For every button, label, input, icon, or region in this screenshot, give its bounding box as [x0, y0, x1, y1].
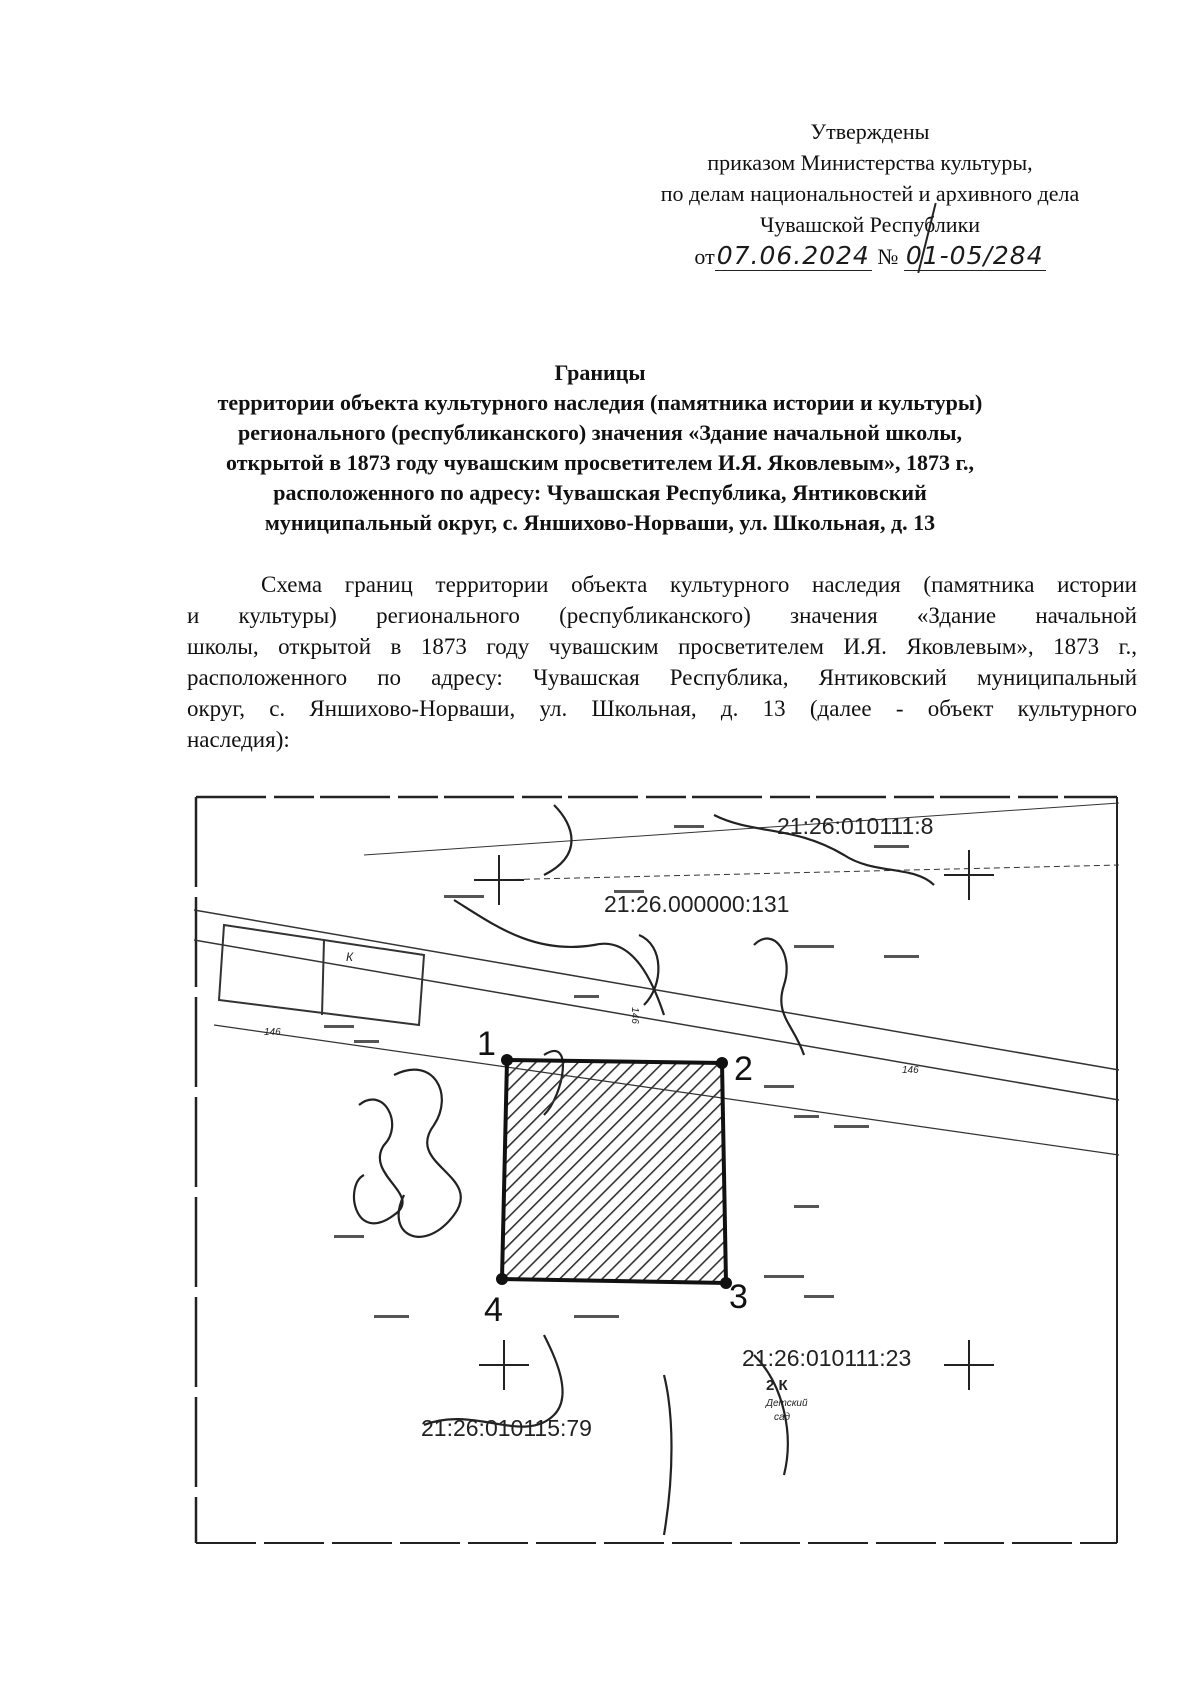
cadastral-label-bottom-left: 21:26:010115:79 [421, 1415, 592, 1441]
building-2k-label: 2 К [766, 1377, 788, 1394]
approval-title: Утверждены [810, 119, 930, 144]
cadastral-label-bottom-right: 21:26:010111:23 [742, 1345, 912, 1371]
approval-ministry-line: приказом Министерства культуры, [707, 150, 1033, 175]
paragraph-line: и культуры) регионального (республиканского) значения «Здание начальной [187, 603, 1137, 628]
contour-146-label-mid: 146 [628, 1007, 640, 1024]
approval-block [600, 116, 1140, 272]
heritage-territory-polygon [502, 1060, 726, 1283]
boundary-point-label-4: 4 [484, 1291, 503, 1329]
letter-k-label: К [346, 950, 354, 964]
title-line: регионального (республиканского) значения «Здание начальной школы, [237, 420, 963, 445]
kindergarten-label-1: Детский [766, 1398, 808, 1409]
title-line: расположенного по адресу: Чувашская Республика, Янтиковский [273, 480, 927, 505]
kindergarten-label-2: сад [774, 1412, 791, 1423]
paragraph-line: школы, открытой в 1873 году чувашским просветителем И.Я. Яковлевым», 1873 г., [187, 634, 1137, 659]
title-line: открытой в 1873 году чувашским просветителем И.Я. Яковлевым», 1873 г., [225, 450, 975, 475]
contour-146-label-right: 146 [902, 1065, 919, 1076]
approval-ministry-line-2: по делам национальностей и архивного дела [660, 181, 1080, 206]
contour-146-label-left: 146 [264, 1027, 281, 1038]
boundary-map [194, 795, 1119, 1545]
number-prefix: № [877, 244, 899, 269]
boundary-point-label-2: 2 [734, 1050, 753, 1088]
title-heading: Границы [554, 360, 646, 385]
handwritten-number: 01-05/284 [905, 241, 1044, 270]
title-line: муниципальный округ, с. Яншихово-Норваши, ул. Школьная, д. 13 [264, 510, 936, 535]
date-prefix: от [694, 244, 715, 269]
scheme-description [187, 569, 1137, 755]
title-line: территории объекта культурного наследия (памятника истории и культуры) [217, 390, 983, 415]
paragraph-line: наследия): [187, 727, 290, 752]
paragraph-line: расположенного по адресу: Чувашская Республика, Янтиковский муниципальный [187, 665, 1137, 690]
document-title [160, 358, 1040, 538]
paragraph-line: Схема границ территории объекта культурного наследия (памятника истории [261, 572, 1137, 597]
boundary-point-label-3: 3 [729, 1278, 748, 1316]
cadastral-label-road: 21:26.000000:131 [604, 891, 790, 917]
cadastral-label-top-right: 21:26:010111:8 [777, 813, 934, 839]
boundary-point-label-1: 1 [477, 1025, 496, 1063]
approval-republic: Чувашской Республики [759, 212, 981, 237]
approval-date-number [694, 240, 1045, 272]
paragraph-line: округ, с. Яншихово-Норваши, ул. Школьная, д. 13 (далее - объект культурного [187, 696, 1137, 721]
handwritten-date: 07.06.2024 [716, 241, 870, 270]
